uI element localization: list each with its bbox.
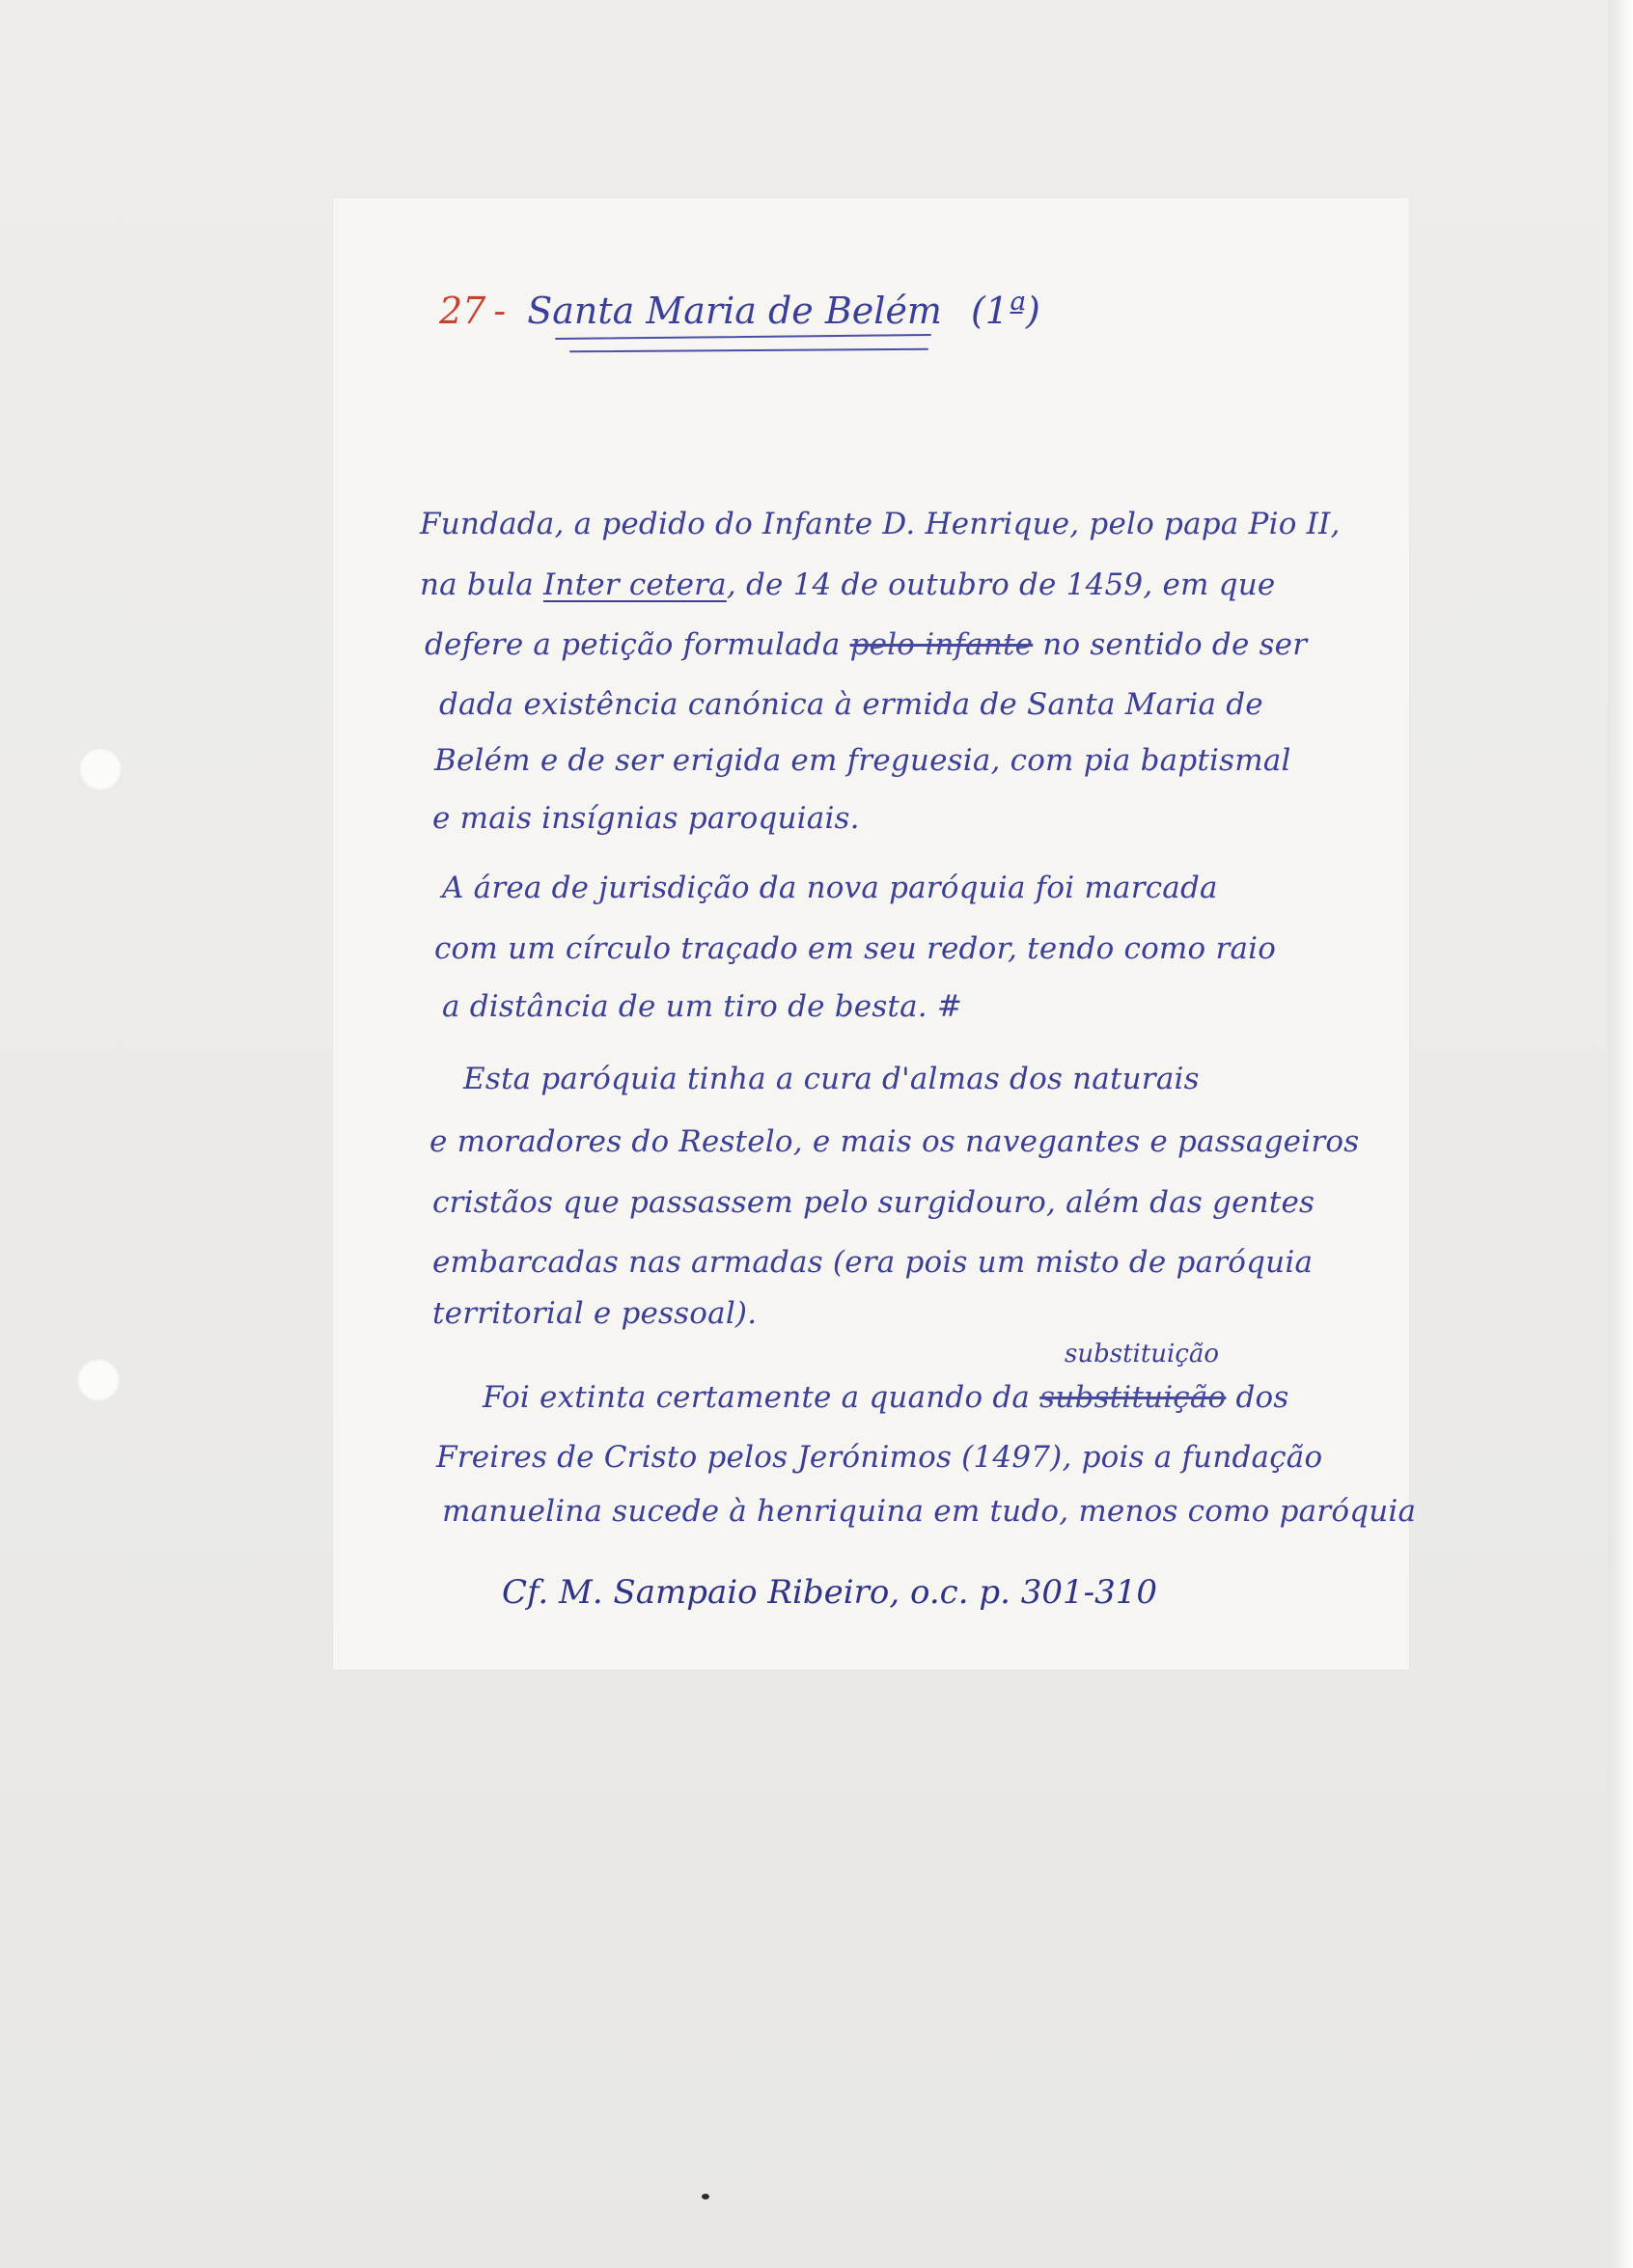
struck-text: pelo infante (849, 627, 1034, 662)
paragraph1-line-1: Fundada, a pedido do Infante D. Henrique, pelo papa Pio II, (420, 507, 1341, 541)
entry-dash: - (493, 290, 507, 332)
entry-number: 27 (439, 290, 486, 332)
punch-hole-bottom (77, 1359, 120, 1401)
bibliographic-reference: Cf. M. Sampaio Ribeiro, o.c. p. 301-310 (502, 1573, 1157, 1612)
paragraph1-line-3-end: no sentido de ser (1042, 627, 1308, 662)
paragraph4-line-2: Freires de Cristo pelos Jerónimos (1497), pois a fundação (436, 1440, 1323, 1475)
paragraph4-line-3: manuelina sucede à henriquina em tudo, menos como paróquia (442, 1494, 1417, 1529)
paragraph3-line-1: Esta paróquia tinha a cura d'almas dos naturais (463, 1062, 1200, 1096)
paragraph1-line-3 (425, 627, 1307, 662)
paragraph1-line-3-start: defere a petição formulada (425, 627, 841, 662)
ink-dot (702, 2194, 709, 2199)
paragraph1-line-2-end: , de 14 de outubro de 1459, em que (726, 567, 1276, 602)
paragraph2-line-3: a distância de um tiro de besta. # (442, 989, 963, 1024)
punch-hole-top (79, 748, 122, 790)
paragraph3-line-3: cristãos que passassem pelo surgidouro, além das gentes (432, 1185, 1315, 1220)
paragraph4-line-1 (483, 1380, 1289, 1415)
bull-name: Inter cetera (542, 567, 727, 602)
entry-title: Santa Maria de Belém (527, 290, 942, 332)
insertion-correction: substituição (1065, 1340, 1220, 1369)
paragraph2-line-2: com um círculo traçado em seu redor, tendo como raio (434, 931, 1277, 966)
paragraph1-line-5: Belém e de ser erigida em freguesia, com pia baptismal (434, 743, 1291, 778)
struck-word: substituição (1039, 1380, 1227, 1415)
entry-header (439, 282, 1040, 340)
paragraph4-line-1-start: Foi extinta certamente a quando da (483, 1380, 1040, 1415)
paragraph3-line-2: e moradores do Restelo, e mais os navegantes e passageiros (429, 1124, 1360, 1159)
paragraph2-line-1: A área de jurisdição da nova paróquia foi marcada (442, 871, 1218, 905)
paragraph3-line-5: territorial e pessoal). (432, 1296, 758, 1331)
paragraph1-line-2 (420, 567, 1275, 602)
paragraph3-line-4: embarcadas nas armadas (era pois um misto de paróquia (432, 1245, 1314, 1280)
paragraph4-line-1-end: dos (1226, 1380, 1289, 1415)
paragraph1-line-4: dada existência canónica à ermida de Santa Maria de (439, 687, 1263, 722)
paragraph1-line-2-start: na bula (420, 567, 543, 602)
entry-suffix: (1ª) (970, 290, 1040, 332)
paragraph1-line-6: e mais insígnias paroquiais. (432, 801, 860, 836)
page-edge (1608, 0, 1633, 2268)
